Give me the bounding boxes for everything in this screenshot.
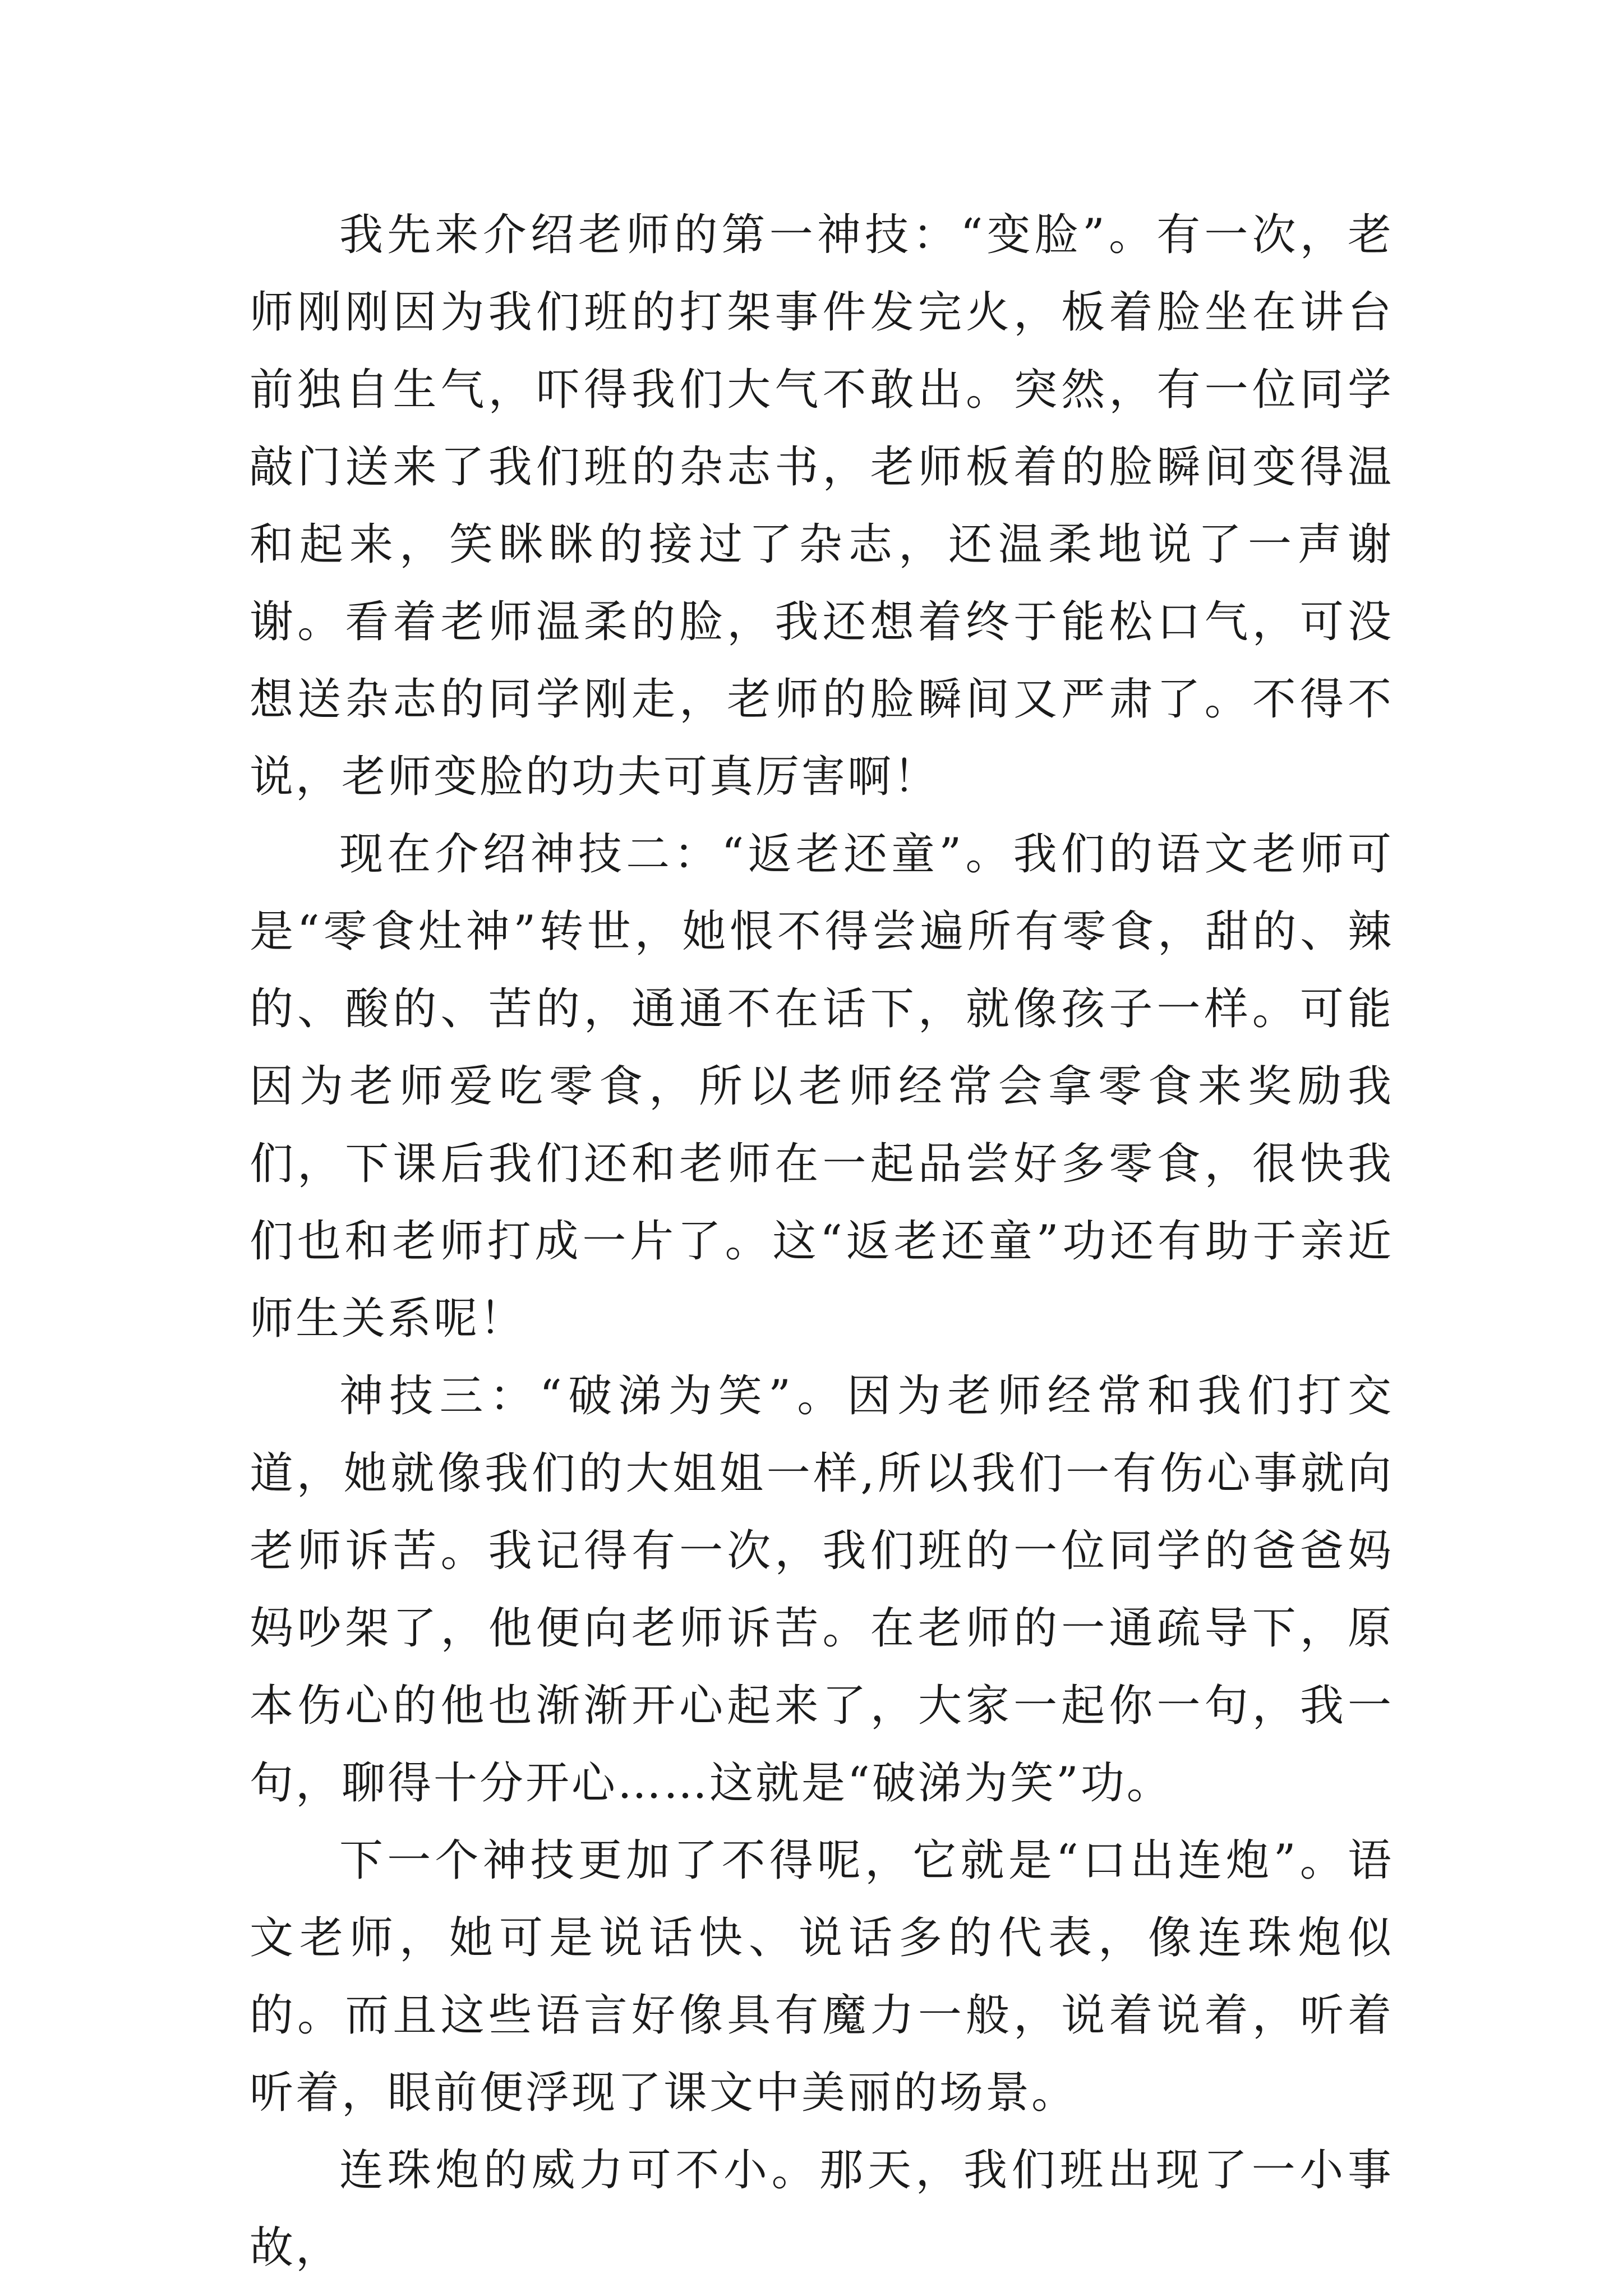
document-body [250, 196, 1394, 2286]
paragraph-tears-to-laughter: 神技三：“破涕为笑”。因为老师经常和我们打交道，她就像我们的大姐姐一样,所以我们一有伤心事就向老师诉苦。我记得有一次，我们班的一位同学的爸爸妈妈吵架了，他便向老师诉苦。在老师的一通疏导下，原本伤心的他也渐渐开心起来了，大家一起你一句，我一句，聊得十分开心……这就是“破涕为笑”功。 [250, 1371, 1394, 1809]
paragraph-continued: 连珠炮的威力可不小。那天，我们班出现了一小事故， [250, 2145, 1394, 2273]
paragraph-rapid-fire-speech: 下一个神技更加了不得呢，它就是“口出连炮”。语文老师，她可是说话快、说话多的代表，像连珠炮似的。而且这些语言好像具有魔力一般，说着说着，听着听着，眼前便浮现了课文中美丽的场景。 [250, 1835, 1394, 2118]
paragraph-face-changing: 我先来介绍老师的第一神技：“变脸”。有一次，老师刚刚因为我们班的打架事件发完火，板着脸坐在讲台前独自生气，吓得我们大气不敢出。突然，有一位同学敲门送来了我们班的杂志书，老师板着的脸瞬间变得温和起来，笑眯眯的接过了杂志，还温柔地说了一声谢谢。看着老师温柔的脸，我还想着终于能松口气，可没想送杂志的同学刚走，老师的脸瞬间又严肃了。不得不说，老师变脸的功夫可真厉害啊！ [250, 210, 1394, 802]
paragraph-rejuvenation: 现在介绍神技二：“返老还童”。我们的语文老师可是“零食灶神”转世，她恨不得尝遍所有零食，甜的、辣的、酸的、苦的，通通不在话下，就像孩子一样。可能因为老师爱吃零食，所以老师经常会拿零食来奖励我们，下课后我们还和老师在一起品尝好多零食，很快我们也和老师打成一片了。这“返老还童”功还有助于亲近师生关系呢！ [250, 829, 1394, 1344]
